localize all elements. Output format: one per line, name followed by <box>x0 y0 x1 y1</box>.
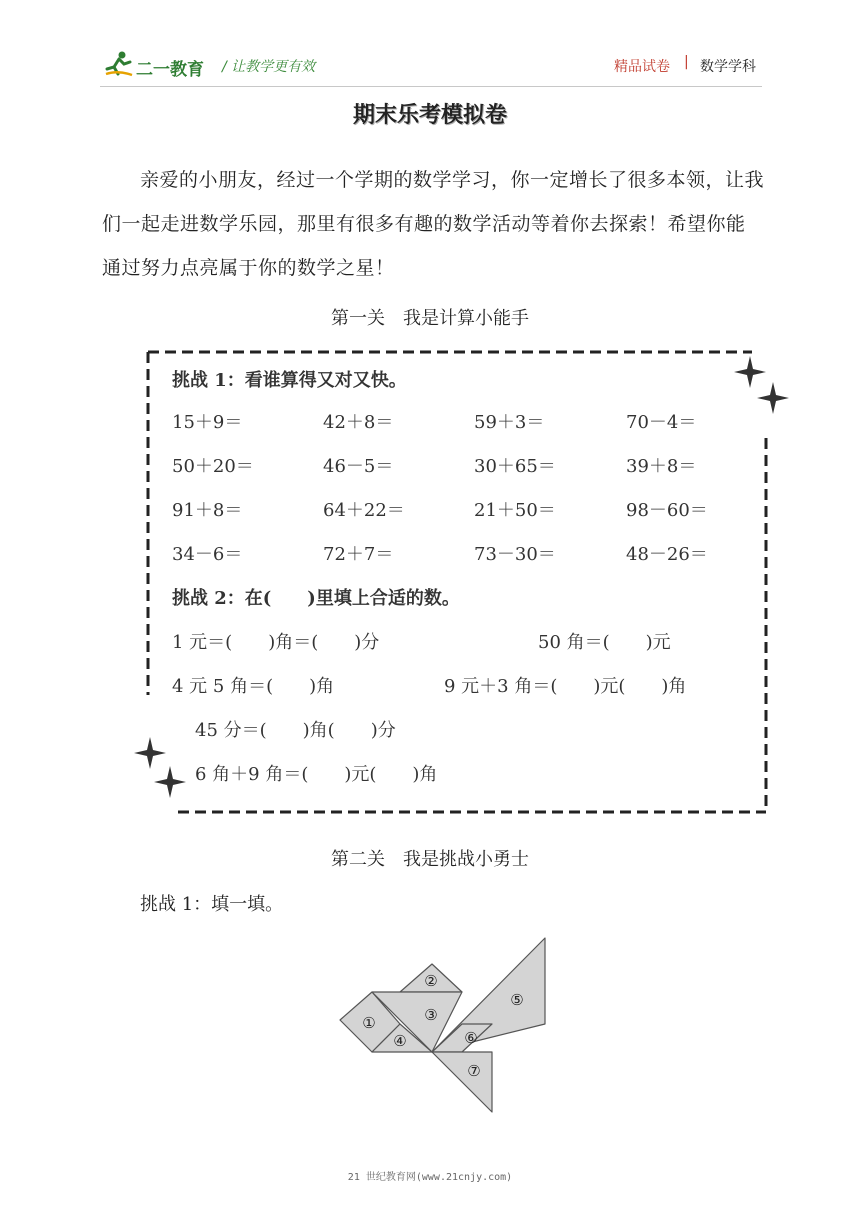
problem: 50＋20＝ <box>172 456 254 477</box>
section2-challenge1: 挑战 1：填一填。 <box>140 894 284 915</box>
challenge2-heading: 挑战 2：在( )里填上合适的数。 <box>172 588 460 609</box>
problem: 98－60＝ <box>626 500 708 521</box>
problem: 34－6＝ <box>172 544 243 565</box>
section2-title: 第二关 我是挑战小勇士 <box>331 849 529 870</box>
intro-paragraph: 亲爱的小朋友，经过一个学期的数学学习，你一定增长了很多本领，让我们一起走进数学乐园，那里有很多有趣的数学活动等着你去探索！希望你能通过努力点亮属于你的数学之星！ <box>102 169 765 279</box>
fill-blank: 45 分＝( )角( )分 <box>195 720 396 741</box>
problem: 15＋9＝ <box>172 412 243 433</box>
tangram-label: ⑥ <box>464 1029 478 1047</box>
tangram-piece <box>432 1052 492 1112</box>
tangram-label: ⑤ <box>510 991 524 1009</box>
slogan: / 让教学更有效 <box>222 59 316 75</box>
header-label: 精品试卷 <box>614 59 670 75</box>
problem: 72＋7＝ <box>323 544 394 565</box>
problem: 30＋65＝ <box>474 456 556 477</box>
problem: 64＋22＝ <box>323 500 405 521</box>
tangram-label: ⑦ <box>467 1062 481 1080</box>
tangram-label: ④ <box>393 1032 407 1050</box>
tangram-label: ① <box>362 1014 376 1032</box>
challenge1-heading: 挑战 1：看谁算得又对又快。 <box>172 370 407 391</box>
section1-title: 第一关 我是计算小能手 <box>331 308 529 329</box>
problem: 46－5＝ <box>323 456 394 477</box>
header-subject: 数学学科 <box>700 59 756 75</box>
header-divider: | <box>684 54 689 70</box>
problem: 59＋3＝ <box>474 412 545 433</box>
page-title: 期末乐考模拟卷 <box>352 103 507 128</box>
logo-text: 二一教育 <box>136 60 204 80</box>
footer: 21 世纪教育网(www.21cnjy.com) <box>347 1172 513 1183</box>
fill-blank: 4 元 5 角＝( )角 <box>172 676 335 697</box>
problem: 21＋50＝ <box>474 500 556 521</box>
problem: 48－26＝ <box>626 544 708 565</box>
problem: 42＋8＝ <box>323 412 394 433</box>
problem: 70－4＝ <box>626 412 697 433</box>
fill-blank: 9 元＋3 角＝( )元( )角 <box>444 676 687 697</box>
fill-blank: 50 角＝( )元 <box>538 632 671 653</box>
fill-blank: 1 元＝( )角＝( )分 <box>172 632 380 653</box>
tangram-label: ② <box>424 972 438 990</box>
fill-blank: 6 角＋9 角＝( )元( )角 <box>195 764 438 785</box>
problem: 39＋8＝ <box>626 456 697 477</box>
problem: 73－30＝ <box>474 544 556 565</box>
problem: 91＋8＝ <box>172 500 243 521</box>
tangram-label: ③ <box>424 1006 438 1024</box>
